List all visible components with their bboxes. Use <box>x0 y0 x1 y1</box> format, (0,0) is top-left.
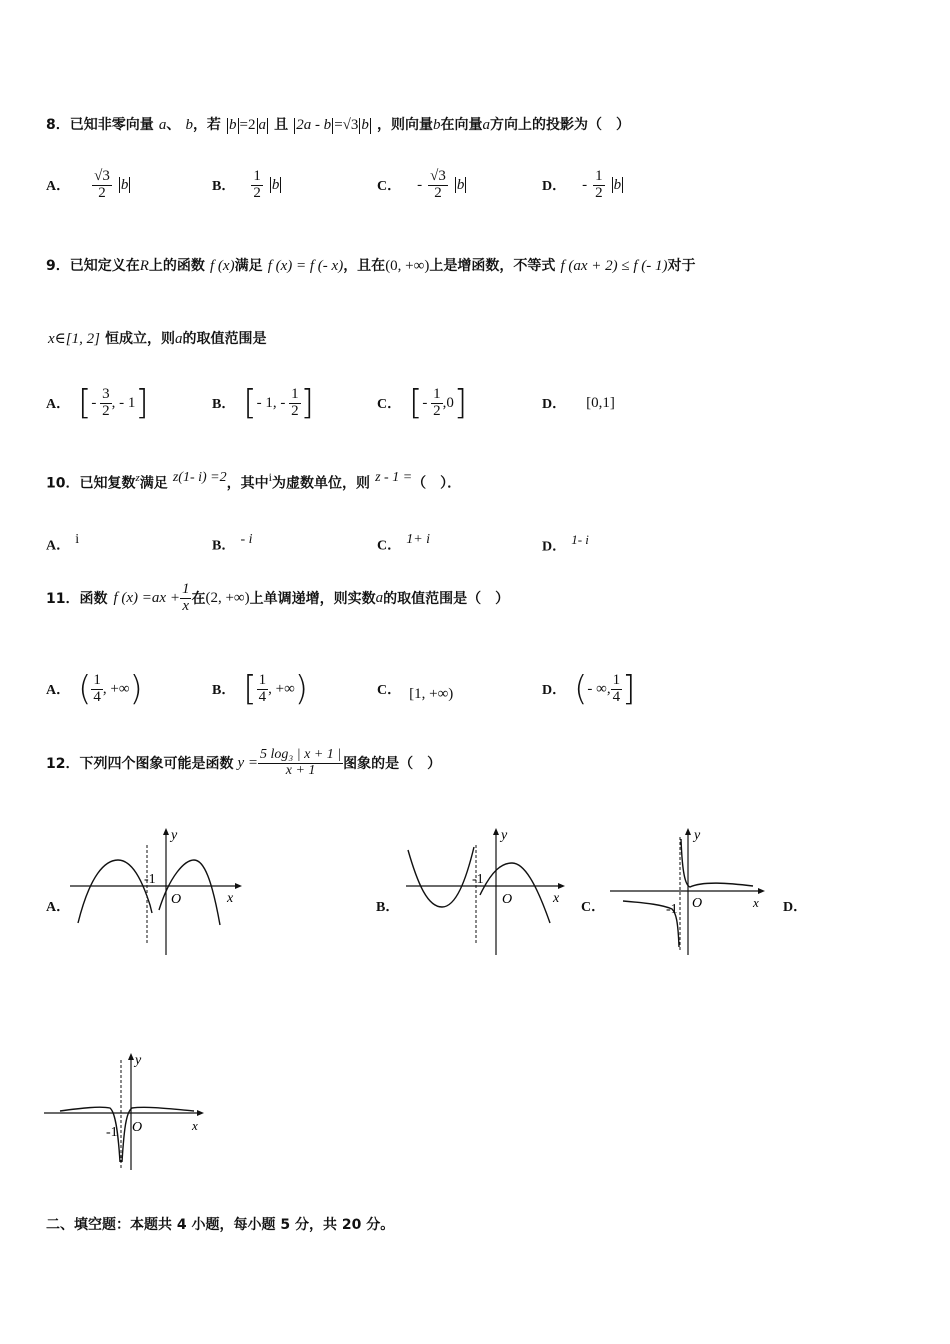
q9-set-R: R <box>139 258 149 274</box>
q8-option-b[interactable] <box>212 160 282 210</box>
q11-options <box>46 662 926 716</box>
interval-expression: [ $\frac{1}{4}$ , +∞ ) <box>243 669 309 709</box>
q10-number: 10． <box>46 475 80 492</box>
q10-condition: z(1- i) =2 <box>172 470 227 485</box>
interval-expression: ( - ∞, $\frac{1}{4}$ ] <box>574 669 636 709</box>
y-label: y <box>135 1053 142 1068</box>
right-branch <box>480 863 550 923</box>
q8-vector-a: a <box>158 117 167 133</box>
section-2-heading: 二、填空题：本题共 4 小题，每小题 5 分，共 20 分。 <box>46 1217 395 1233</box>
interval-expression: [ - 1, - $\frac{1}{2}$ ] <box>243 383 314 423</box>
question-10-stem <box>46 470 461 492</box>
x-label: x <box>553 891 560 906</box>
option-value: i <box>75 532 80 547</box>
vector-norm: b <box>271 176 280 193</box>
neg-one-label: -1 <box>144 872 156 887</box>
q11-param-a: a <box>375 589 384 606</box>
y-label: y <box>694 828 701 843</box>
q9-domain: x∈[1, 2] <box>48 331 100 347</box>
q10-text-1: 已知复数 <box>79 475 136 492</box>
y-axis-arrow <box>128 1053 134 1060</box>
q11-text-2: 在 <box>191 591 206 608</box>
x-axis-arrow <box>758 888 765 894</box>
right-branch <box>681 839 753 887</box>
neg-one-label: -1 <box>472 872 484 887</box>
neg-one-label: -1 <box>106 1125 118 1140</box>
q10-text-4: 为虚数单位，则 <box>271 475 370 492</box>
q9-fx: f (x) <box>210 258 235 274</box>
q9-line2-text-1: 恒成立，则 <box>105 331 176 347</box>
q9-option-d[interactable] <box>542 376 615 430</box>
q9-text-4: ，且在 <box>343 258 386 274</box>
question-11-stem <box>46 582 509 615</box>
q9-condition: f (x) = f (- x) <box>267 258 344 274</box>
q10-z: z <box>135 472 140 484</box>
q8-condition-2: 2a - b =√3 b <box>296 117 369 133</box>
q12-y-equals: y = <box>237 754 259 771</box>
question-9-line-2 <box>48 328 267 348</box>
option-value: - i <box>240 532 253 547</box>
q9-param-a: a <box>175 331 183 347</box>
origin-label: O <box>502 892 513 907</box>
q9-text-2: 上的函数 <box>148 258 205 274</box>
x-axis-arrow <box>235 883 242 889</box>
q11-number: 11． <box>46 591 80 608</box>
question-8-stem <box>46 114 630 134</box>
q9-inequality: f (ax + 2) ≤ f (- 1) <box>560 258 668 274</box>
interval-expression: [ - $\frac{1}{2}$ ,0 ] <box>409 383 468 423</box>
y-label: y <box>501 828 508 843</box>
option-label: A． <box>46 397 71 412</box>
q11-option-a[interactable] <box>46 662 143 716</box>
q12-graph-a[interactable] <box>70 825 245 960</box>
vector-norm: b <box>120 176 129 193</box>
q8-condition-1: b =2 a <box>229 117 266 133</box>
q11-interval: (2, +∞) <box>205 589 250 606</box>
interval-expression: [0,1] <box>586 394 615 411</box>
option-label: C． <box>377 397 402 412</box>
option-label: D． <box>542 539 567 555</box>
option-label: B． <box>212 397 236 412</box>
option-label: B． <box>212 538 236 554</box>
x-label: x <box>753 895 759 910</box>
q9-text-1: 已知定义在 <box>69 258 140 274</box>
x-axis-arrow <box>197 1110 204 1116</box>
q10-option-a[interactable] <box>46 532 79 554</box>
q12-option-d-label[interactable]: D． <box>783 900 808 915</box>
option-label: D． <box>542 683 567 698</box>
option-label: B． <box>212 179 236 194</box>
fraction: $\frac{1}{2}$ <box>253 167 261 201</box>
option-label: B． <box>212 683 236 698</box>
q9-option-b[interactable] <box>212 376 314 430</box>
q8-option-a[interactable] <box>46 160 131 210</box>
q9-text-5: 上是增函数，不等式 <box>429 258 556 274</box>
fraction: $\frac{1}{2}$ <box>595 167 603 201</box>
question-12-stem <box>46 748 441 778</box>
q8-vector-b-2: b <box>432 117 441 133</box>
q11-text-1: 函数 <box>79 591 108 608</box>
left-branch <box>408 847 474 907</box>
interval-expression: [ - $\frac{3}{2}$ , - 1 ] <box>78 383 149 423</box>
q11-text-4: 的取值范围是（ ） <box>383 591 510 608</box>
option-value: 1+ i <box>406 532 431 547</box>
q10-option-c[interactable] <box>377 532 430 554</box>
q10-option-d[interactable] <box>542 532 589 555</box>
q9-option-a[interactable] <box>46 376 149 430</box>
x-axis-arrow <box>558 883 565 889</box>
fraction: $\frac{√3}{2}$ <box>430 167 446 201</box>
q12-graph-b[interactable] <box>400 825 575 960</box>
q8-vector-b: b <box>185 117 193 133</box>
q11-option-d[interactable] <box>542 662 635 716</box>
q9-line2-text-2: 的取值范围是 <box>182 331 267 347</box>
q8-text-1: 已知非零向量 <box>69 117 154 133</box>
q10-option-b[interactable] <box>212 532 253 554</box>
q8-separator: 、 <box>166 117 181 133</box>
q12-option-b-label[interactable]: B． <box>376 900 400 915</box>
minus-sign: - <box>417 176 423 193</box>
q8-number: 8． <box>46 117 70 133</box>
origin-label: O <box>692 896 703 911</box>
q10-i: i <box>268 470 272 484</box>
right-branch <box>159 860 220 925</box>
minus-sign: - <box>582 176 588 193</box>
q8-text-3: 且 <box>274 117 289 133</box>
q8-text-5: 在向量 <box>440 117 483 133</box>
q11-option-b[interactable] <box>212 662 308 716</box>
y-label: y <box>171 828 178 843</box>
option-label: A． <box>46 538 71 554</box>
neg-one-label: -1 <box>666 902 678 917</box>
q10-options <box>46 520 926 554</box>
q8-options <box>46 160 926 210</box>
q8-text-2: ，若 <box>192 117 221 133</box>
q12-text-1: 下列四个图象可能是函数 <box>79 756 234 773</box>
q9-text-3: 满足 <box>234 258 263 274</box>
q12-option-a-label[interactable]: A． <box>46 900 71 915</box>
y-axis-arrow <box>493 828 499 835</box>
left-branch <box>78 860 152 923</box>
origin-label: O <box>132 1120 143 1135</box>
q12-text-2: 图象的是（ ） <box>343 756 442 773</box>
q11-text-3: 上单调递增，则实数 <box>249 591 376 608</box>
q12-fraction: $\frac{\text{5 log₃ | x + 1 |}}{x + 1}$ <box>260 747 342 778</box>
q8-vector-a-2: a <box>482 117 490 133</box>
option-label: D． <box>542 179 567 194</box>
q9-number: 9． <box>46 258 70 274</box>
option-value: 1- i <box>571 532 589 547</box>
question-9-stem <box>46 255 696 275</box>
q12-graph-c[interactable] <box>608 825 768 960</box>
option-label: D． <box>542 397 567 412</box>
origin-label: O <box>171 892 182 907</box>
option-label: C． <box>377 179 402 194</box>
option-label: A． <box>46 683 71 698</box>
interval-expression: [1, +∞) <box>409 686 454 702</box>
q9-options <box>46 376 926 430</box>
option-label: A． <box>46 179 71 194</box>
q11-fraction: $\frac{1}{x}$ <box>181 581 190 614</box>
y-axis-arrow <box>685 828 691 835</box>
q10-text-2: 满足 <box>139 475 168 492</box>
q12-number: 12． <box>46 756 80 773</box>
q10-text-3: ，其中 <box>226 475 269 492</box>
fraction: $\frac{√3}{2}$ <box>94 167 110 201</box>
vector-norm: b <box>456 176 465 193</box>
q12-option-c-label[interactable]: C． <box>581 900 606 915</box>
option-label: C． <box>377 682 402 698</box>
vector-norm: b <box>613 176 622 193</box>
q12-graph-d[interactable] <box>42 1050 212 1175</box>
q8-text-6: 方向上的投影为（ ） <box>489 117 630 133</box>
q8-option-c[interactable] <box>377 160 467 210</box>
q11-function: f (x) =ax + <box>113 589 180 606</box>
q10-text-5: （ ）． <box>412 475 462 492</box>
q9-option-c[interactable] <box>377 376 467 430</box>
option-label: C． <box>377 538 402 554</box>
interval-expression: ( $\frac{1}{4}$ , +∞ ) <box>78 669 143 709</box>
q10-expr: z - 1 = <box>375 470 413 485</box>
q9-interval: (0, +∞) <box>385 258 430 274</box>
q9-text-6: 对于 <box>667 258 696 274</box>
y-axis-arrow <box>163 828 169 835</box>
q8-option-d[interactable] <box>542 160 624 210</box>
q11-option-c[interactable] <box>377 674 453 703</box>
x-label: x <box>227 891 234 906</box>
q8-text-4: ，则向量 <box>376 117 433 133</box>
x-label: x <box>192 1118 198 1133</box>
